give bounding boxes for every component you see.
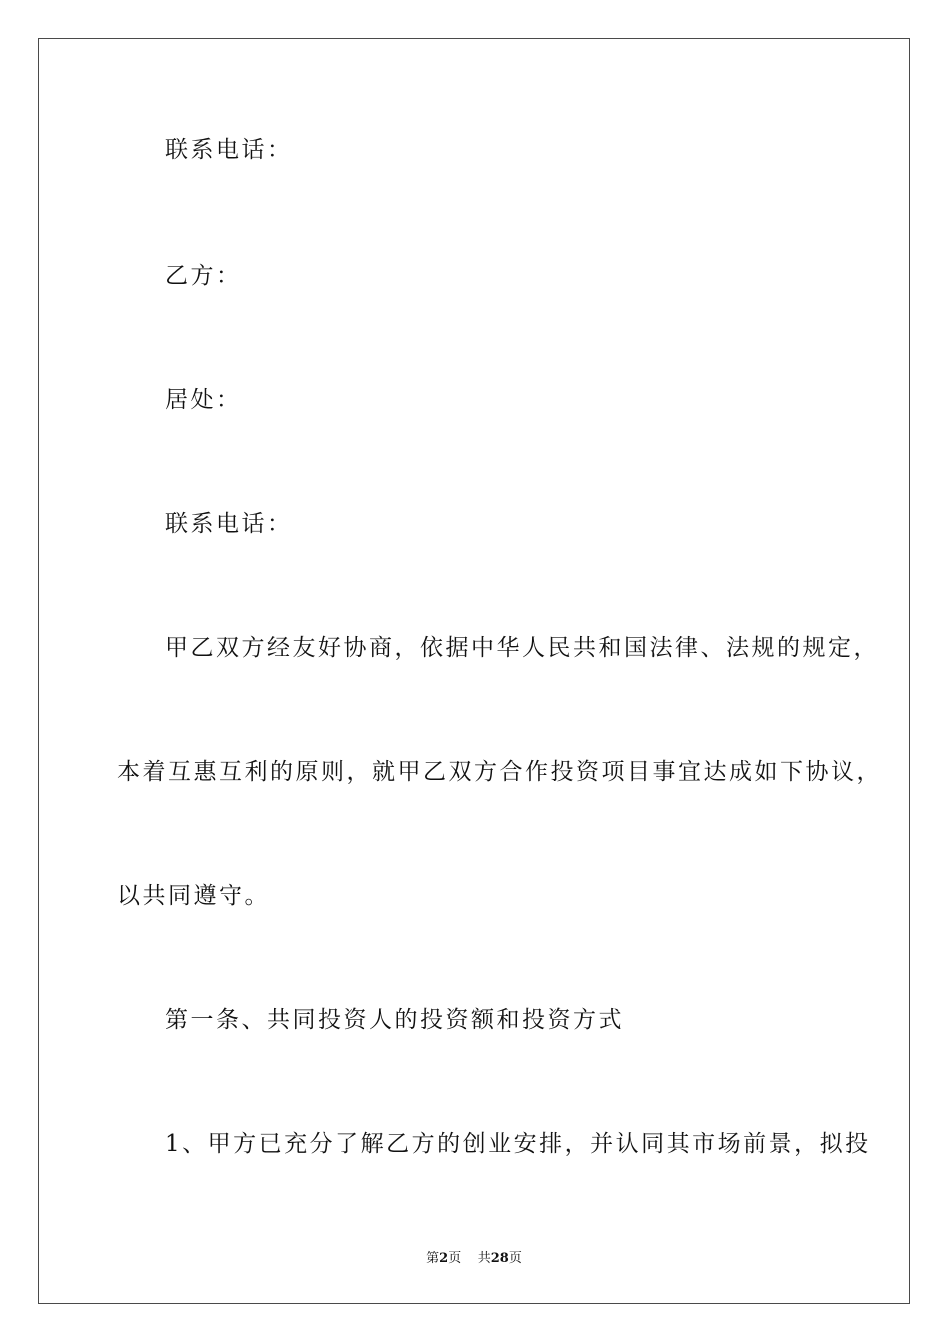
document-page — [38, 38, 910, 1304]
text-line: 1、甲方已充分了解乙方的创业安排，并认同其市场前景，拟投 — [165, 1131, 871, 1157]
footer-total-suffix: 页 — [508, 1251, 522, 1266]
text-line: 乙方： — [165, 263, 242, 289]
footer-total-pages: 28 — [490, 1251, 509, 1266]
text-line: 本着互惠互利的原则，就甲乙双方合作投资项目事宜达成如下协议， — [117, 759, 882, 785]
footer-page-prefix: 第 — [426, 1251, 440, 1266]
page-footer — [39, 1247, 909, 1266]
text-line: 居处： — [165, 387, 242, 413]
text-line: 以共同遵守。 — [117, 883, 270, 909]
text-line: 甲乙双方经友好协商，依据中华人民共和国法律、法规的规定， — [165, 635, 879, 661]
text-line: 联系电话： — [165, 137, 293, 163]
section-heading: 第一条、共同投资人的投资额和投资方式 — [165, 1007, 624, 1033]
footer-page-number: 2 — [439, 1251, 449, 1266]
text-line: 联系电话： — [165, 511, 293, 537]
footer-page-suffix: 页 — [448, 1251, 462, 1266]
footer-total-prefix: 共 — [477, 1251, 491, 1266]
